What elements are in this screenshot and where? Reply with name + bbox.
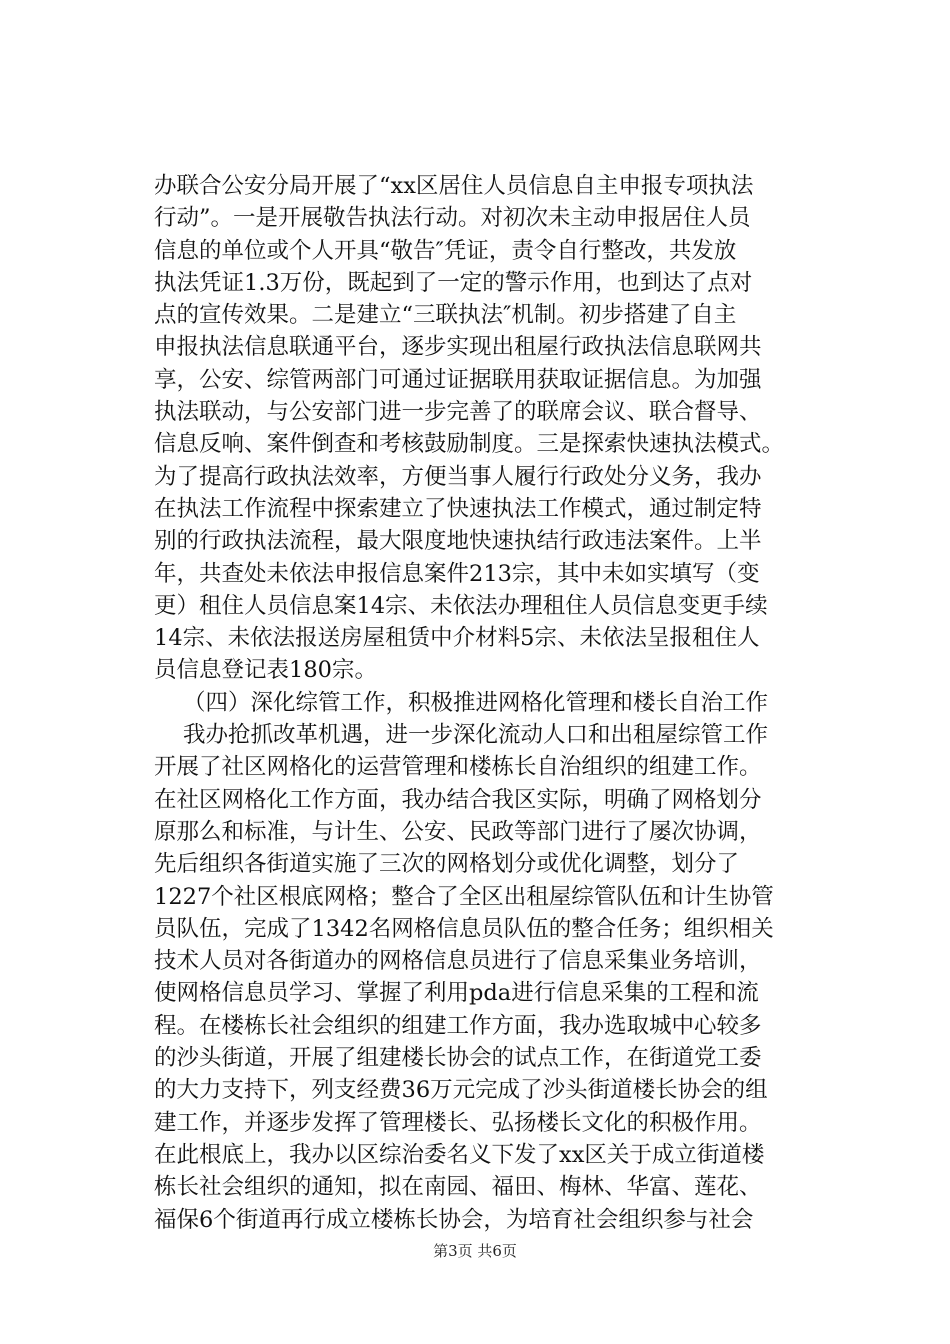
text-line: 建工作，并逐步发挥了管理楼长、弘扬楼长文化的积极作用。	[154, 1109, 762, 1136]
text-line: 为了提高行政执法效率，方便当事人履行行政处分义务，我办	[154, 463, 762, 490]
text-line: 使网格信息员学习、掌握了利用pda进行信息采集的工程和流	[154, 980, 759, 1007]
text-line: 信息反响、案件倒查和考核鼓励制度。三是探索快速执法模式。	[154, 431, 785, 458]
text-line: 年，共查处未依法申报信息案件213宗，其中未如实填写（变	[154, 560, 760, 587]
text-line: 员队伍，完成了1342名网格信息员队伍的整合任务；组织相关	[154, 915, 774, 942]
text-line: 在此根底上，我办以区综治委名义下发了xx区关于成立街道楼	[154, 1141, 765, 1168]
text-line: 1227个社区根底网格；整合了全区出租屋综管队伍和计生协管	[154, 883, 774, 910]
text-line: 点的宣传效果。二是建立“三联执法″机制。初步搭建了自主	[154, 302, 737, 329]
text-line: 技术人员对各街道办的网格信息员进行了信息采集业务培训，	[154, 948, 762, 975]
text-line: 在执法工作流程中探索建立了快速执法工作模式，通过制定特	[154, 495, 762, 522]
text-line: 享，公安、综管两部门可通过证据联用获取证据信息。为加强	[154, 366, 762, 393]
text-line: 福保6个街道再行成立楼栋长协会，为培育社会组织参与社会	[154, 1206, 754, 1233]
text-line: 的大力支持下，列支经费36万元完成了沙头街道楼长协会的组	[154, 1077, 768, 1104]
text-line: 先后组织各街道实施了三次的网格划分或优化调整，划分了	[154, 851, 740, 878]
document-body	[154, 170, 854, 1236]
text-line: 信息的单位或个人开具“敬告″凭证，责令自行整改，共发放	[154, 237, 737, 264]
page-footer	[0, 1241, 950, 1261]
text-line: 在社区网格化工作方面，我办结合我区实际，明确了网格划分	[154, 786, 762, 813]
text-line: 的沙头街道，开展了组建楼长协会的试点工作，在街道党工委	[154, 1045, 762, 1072]
text-line: 办联合公安分局开展了“xx区居住人员信息自主申报专项执法	[154, 173, 754, 199]
text-line: 执法凭证1.3万份，既起到了一定的警示作用，也到达了点对	[154, 269, 753, 296]
text-line: 开展了社区网格化的运营管理和楼栋长自治组织的组建工作。	[154, 754, 762, 781]
text-line: 程。在楼栋长社会组织的组建工作方面，我办选取城中心较多	[154, 1012, 762, 1039]
text-line: 更）租住人员信息案14宗、未依法办理租住人员信息变更手续	[154, 592, 768, 619]
page-number: 第3页 共6页	[433, 1242, 517, 1260]
text-line: 申报执法信息联通平台，逐步实现出租屋行政执法信息联网共	[154, 334, 762, 361]
text-line: 行动”。一是开展敬告执法行动。对初次未主动申报居住人员	[154, 205, 751, 232]
text-line: 员信息登记表180宗。	[154, 657, 377, 684]
text-line: 栋长社会组织的通知，拟在南园、福田、梅林、华富、莲花、	[154, 1174, 762, 1201]
text-line: 我办抢抓改革机遇，进一步深化流动人口和出租屋综管工作	[183, 722, 769, 749]
text-line: 执法联动，与公安部门进一步完善了的联席会议、联合督导、	[154, 399, 762, 426]
text-line: 14宗、未依法报送房屋租赁中介材料5宗、未依法呈报租住人	[154, 625, 760, 652]
text-line: 别的行政执法流程，最大限度地快速执结行政违法案件。上半	[154, 528, 762, 555]
text-line: 原那么和标准，与计生、公安、民政等部门进行了屡次协调，	[154, 818, 762, 845]
section-heading: （四）深化综管工作，积极推进网格化管理和楼长自治工作	[183, 689, 769, 716]
